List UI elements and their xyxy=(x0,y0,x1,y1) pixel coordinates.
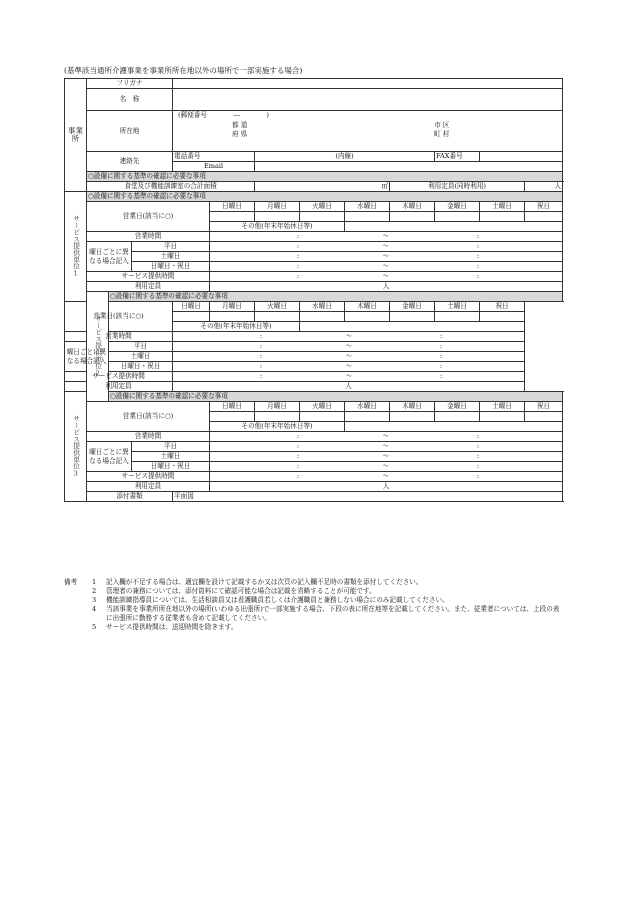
name-field[interactable] xyxy=(173,89,563,111)
unit-2-capacity-field[interactable] xyxy=(173,382,525,392)
time-colon: : xyxy=(259,362,263,371)
unit-3-day-header: 火曜日 xyxy=(300,402,345,412)
fax-label: FAX番号 xyxy=(435,152,480,162)
capacity-unit: 人 xyxy=(382,282,390,291)
city-label: 市 区 町 村 xyxy=(434,121,450,138)
unit-1-capacity-field[interactable] xyxy=(210,282,563,292)
unit-1-weekday-label: 平日 xyxy=(132,242,210,252)
time-colon: : xyxy=(296,232,300,241)
time-colon: : xyxy=(439,372,443,381)
note-number: 4 xyxy=(92,605,97,613)
unit-2-label: サービス提供単位2 xyxy=(87,292,109,402)
unit-2-day-header: 祝日 xyxy=(480,302,525,312)
time-colon: : xyxy=(296,432,300,441)
time-tilde: ～ xyxy=(382,242,390,251)
office-section-label: 事業所 xyxy=(65,79,87,192)
unit-3-hours-field[interactable] xyxy=(210,432,563,442)
unit-1-day-header: 木曜日 xyxy=(390,202,435,212)
unit-2-day-cell[interactable] xyxy=(300,312,345,322)
unit-2-hours-label: 営業時間 xyxy=(65,332,173,342)
name-label: 名 称 xyxy=(87,89,173,111)
unit-1-day-cell[interactable] xyxy=(390,212,435,222)
unit-1-other-field[interactable] xyxy=(345,222,563,232)
email-label: Email xyxy=(173,162,255,172)
note-number: 1 xyxy=(92,578,97,586)
unit-2-other-label: その他(年末年始休日等) xyxy=(173,322,300,332)
time-colon: : xyxy=(439,332,443,341)
time-colon: : xyxy=(439,352,443,361)
unit-1-day-cell[interactable] xyxy=(435,212,480,222)
unit-2-weekday-field[interactable] xyxy=(173,342,525,352)
unit-2-day-cell[interactable] xyxy=(390,312,435,322)
unit-2-saturday-label: 土曜日 xyxy=(109,352,173,362)
unit-3-heading: ○設備に関する基準の確認に必要な事項 xyxy=(109,392,563,402)
unit-1-day-header: 金曜日 xyxy=(435,202,480,212)
time-tilde: ～ xyxy=(382,442,390,451)
time-tilde: ～ xyxy=(382,262,390,271)
unit-3-label: サービス提供単位3 xyxy=(65,392,87,502)
time-colon: : xyxy=(439,362,443,371)
unit-1-sun-holiday-field[interactable] xyxy=(210,262,563,272)
unit-2-day-header: 土曜日 xyxy=(435,302,480,312)
unit-3-sun-holiday-label: 日曜日・祝日 xyxy=(132,462,210,472)
address-label: 所在地 xyxy=(87,111,173,152)
time-colon: : xyxy=(476,262,480,271)
time-colon: : xyxy=(296,242,300,251)
capacity-field[interactable] xyxy=(525,182,563,192)
unit-1-heading: ○設備に関する基準の確認に必要な事項 xyxy=(87,192,563,202)
unit-2-day-cell[interactable] xyxy=(255,312,300,322)
note-text: サービス提供時間は、送迎時間を除きます。 xyxy=(106,623,238,631)
unit-1-saturday-label: 土曜日 xyxy=(132,252,210,262)
time-colon: : xyxy=(476,242,480,251)
unit-3-business-days-label: 営業日(該当に○) xyxy=(87,402,210,432)
note-item xyxy=(64,623,564,632)
unit-1-other-label: その他(年末年始休日等) xyxy=(210,222,345,232)
attachment-value: 平面図 xyxy=(173,492,563,502)
unit-3-capacity-field[interactable] xyxy=(210,482,563,492)
unit-1-day-cell[interactable] xyxy=(345,212,390,222)
unit-3-saturday-label: 土曜日 xyxy=(132,452,210,462)
unit-2-capacity-label: 利用定員 xyxy=(65,382,173,392)
unit-1-day-cell[interactable] xyxy=(480,212,525,222)
unit-3-day-cell[interactable] xyxy=(390,412,435,422)
time-colon: : xyxy=(296,262,300,271)
notes-head: 備考 xyxy=(64,578,78,586)
unit-1-day-header: 祝日 xyxy=(525,202,563,212)
unit-1-day-cell[interactable] xyxy=(255,212,300,222)
time-colon: : xyxy=(476,472,480,481)
unit-3-day-cell[interactable] xyxy=(255,412,300,422)
time-colon: : xyxy=(259,352,263,361)
unit-3-saturday-field[interactable] xyxy=(210,452,563,462)
unit-3-other-label: その他(年末年始休日等) xyxy=(210,422,345,432)
time-tilde: ～ xyxy=(382,252,390,261)
prefecture-label: 都 道 府 県 xyxy=(232,121,248,138)
tel-label: 電話番号 xyxy=(173,152,255,162)
time-colon: : xyxy=(476,442,480,451)
time-colon: : xyxy=(259,342,263,351)
extension-label: (内線) xyxy=(335,152,354,161)
note-item xyxy=(64,578,564,587)
unit-3-capacity-label: 利用定員 xyxy=(87,482,210,492)
time-tilde: ～ xyxy=(382,462,390,471)
time-tilde: ～ xyxy=(382,232,390,241)
unit-1-day-header: 月曜日 xyxy=(255,202,300,212)
time-colon: : xyxy=(296,472,300,481)
address-field[interactable] xyxy=(173,111,563,152)
unit-2-day-header: 木曜日 xyxy=(345,302,390,312)
time-colon: : xyxy=(296,452,300,461)
unit-1-business-days-label: 営業日(該当に○) xyxy=(87,202,210,232)
unit-2-day-cell[interactable] xyxy=(480,312,525,322)
unit-1-weekday-field[interactable] xyxy=(210,242,563,252)
time-tilde: ～ xyxy=(345,362,353,371)
unit-3-day-cell[interactable] xyxy=(300,412,345,422)
time-tilde: ～ xyxy=(382,452,390,461)
unit-2-day-header: 月曜日 xyxy=(210,302,255,312)
note-number: 5 xyxy=(92,623,97,631)
unit-3-weekday-label: 平日 xyxy=(132,442,210,452)
unit-2-day-cell[interactable] xyxy=(435,312,480,322)
unit-3-day-header: 金曜日 xyxy=(435,402,480,412)
application-form-table xyxy=(64,78,563,502)
unit-1-service-hours-label: サービス提供時間 xyxy=(87,272,210,282)
capacity-label: 利用定員(同時利用) xyxy=(390,182,525,192)
tel-field[interactable] xyxy=(255,152,435,162)
unit-2-service-hours-field[interactable] xyxy=(173,372,525,382)
time-colon: : xyxy=(296,272,300,281)
time-colon: : xyxy=(476,232,480,241)
unit-2-day-header: 水曜日 xyxy=(300,302,345,312)
time-colon: : xyxy=(476,432,480,441)
capacity-unit: 人 xyxy=(382,482,390,491)
time-colon: : xyxy=(259,372,263,381)
unit-3-diff-label: 曜日ごとに異なる場合記入 xyxy=(87,442,132,472)
attachment-label: 添付書類 xyxy=(87,492,173,502)
note-text: 管理者の兼務については、添付資料にて確認可能な場合は記載を省略することが可能です。 xyxy=(106,587,376,595)
unit-3-day-header: 日曜日 xyxy=(210,402,255,412)
note-text: 当該事業を事業所所在地以外の場所(いわゆる出張所)で一部実施する場合、下段の表に所在地等を記載してください。また、従業者については、上段の表に出張所に勤務する従業者も含めて記載してください。 xyxy=(106,605,560,622)
note-item xyxy=(64,605,564,623)
unit-2-hours-field[interactable] xyxy=(173,332,525,342)
time-tilde: ～ xyxy=(382,472,390,481)
unit-1-sun-holiday-label: 日曜日・祝日 xyxy=(132,262,210,272)
unit-3-day-header: 月曜日 xyxy=(255,402,300,412)
area-unit: ㎡ xyxy=(381,182,389,191)
unit-1-day-header: 火曜日 xyxy=(300,202,345,212)
unit-2-saturday-field[interactable] xyxy=(173,352,525,362)
time-tilde: ～ xyxy=(345,372,353,381)
time-tilde: ～ xyxy=(382,432,390,441)
unit-3-day-cell[interactable] xyxy=(480,412,525,422)
note-text: 記入欄が不足する場合は、適宜欄を設けて記載するか又は次頁の記入欄不足時の書類を添付してください。 xyxy=(106,578,423,586)
postal-code: (郵便番号 ― ) xyxy=(178,111,269,119)
unit-2-heading: ○設備に関する基準の確認に必要な事項 xyxy=(109,292,563,302)
note-item xyxy=(64,587,564,596)
unit-3-hours-label: 営業時間 xyxy=(87,432,210,442)
time-colon: : xyxy=(296,462,300,471)
unit-3-weekday-field[interactable] xyxy=(210,442,563,452)
unit-2-day-cell[interactable] xyxy=(345,312,390,322)
unit-2-sun-holiday-label: 日曜日・祝日 xyxy=(109,362,173,372)
unit-2-business-days-label: 営業日(該当に○) xyxy=(65,302,173,332)
time-colon: : xyxy=(476,252,480,261)
unit-1-label: サービス提供単位1 xyxy=(65,192,87,302)
unit-2-weekday-label: 平日 xyxy=(109,342,173,352)
time-tilde: ～ xyxy=(345,352,353,361)
unit-1-capacity-label: 利用定員 xyxy=(87,282,210,292)
time-colon: : xyxy=(439,342,443,351)
unit-1-day-header: 日曜日 xyxy=(210,202,255,212)
unit-1-hours-label: 営業時間 xyxy=(87,232,210,242)
furigana-field[interactable] xyxy=(173,79,563,89)
unit-2-other-field[interactable] xyxy=(300,322,525,332)
note-number: 2 xyxy=(92,587,97,595)
unit-2-day-cell[interactable] xyxy=(210,312,255,322)
time-colon: : xyxy=(476,462,480,471)
unit-1-day-cell[interactable] xyxy=(525,212,563,222)
time-colon: : xyxy=(476,452,480,461)
unit-3-service-hours-field[interactable] xyxy=(210,472,563,482)
page-title: (基準該当通所介護事業を事業所所在地以外の場所で一部実施する場合) xyxy=(64,66,303,75)
unit-1-day-header: 土曜日 xyxy=(480,202,525,212)
unit-3-sun-holiday-field[interactable] xyxy=(210,462,563,472)
unit-3-day-header: 水曜日 xyxy=(345,402,390,412)
unit-3-day-header: 木曜日 xyxy=(390,402,435,412)
unit-2-day-header: 日曜日 xyxy=(173,302,210,312)
furigana-label: フリガナ xyxy=(87,79,173,89)
unit-3-day-cell[interactable] xyxy=(525,412,563,422)
unit-1-saturday-field[interactable] xyxy=(210,252,563,262)
note-text: 機能訓練指導員については、生活相談員又は看護職員若しくは介護職員と兼務しない場合にのみ記載してください。 xyxy=(106,596,449,604)
unit-1-day-header: 水曜日 xyxy=(345,202,390,212)
unit-3-day-cell[interactable] xyxy=(210,412,255,422)
unit-2-day-cell[interactable] xyxy=(173,312,210,322)
unit-2-diff-label: 曜日ごとに異なる場合記入 xyxy=(65,342,109,372)
fax-field[interactable] xyxy=(480,152,563,162)
unit-3-day-cell[interactable] xyxy=(435,412,480,422)
unit-2-day-header: 金曜日 xyxy=(390,302,435,312)
area-field[interactable] xyxy=(255,182,390,192)
capacity-unit: 人 xyxy=(345,382,352,391)
capacity-unit: 人 xyxy=(554,182,562,191)
unit-2-day-header: 火曜日 xyxy=(255,302,300,312)
time-tilde: ～ xyxy=(345,342,353,351)
unit-3-day-header: 祝日 xyxy=(525,402,563,412)
unit-3-day-header: 土曜日 xyxy=(480,402,525,412)
notes-section xyxy=(64,578,564,632)
note-number: 3 xyxy=(92,596,97,604)
time-colon: : xyxy=(259,332,263,341)
unit-3-service-hours-label: サービス提供時間 xyxy=(87,472,210,482)
unit-1-service-hours-field[interactable] xyxy=(210,272,563,282)
unit-1-day-cell[interactable] xyxy=(210,212,255,222)
unit-1-diff-label: 曜日ごとに異なる場合記入 xyxy=(87,242,132,272)
unit-1-hours-field[interactable] xyxy=(210,232,563,242)
unit-1-day-cell[interactable] xyxy=(300,212,345,222)
time-tilde: ～ xyxy=(345,332,353,341)
facility-heading: ○設備に関する基準の確認に必要な事項 xyxy=(87,172,563,182)
unit-3-other-field[interactable] xyxy=(345,422,563,432)
contact-label: 連絡先 xyxy=(87,152,173,172)
time-colon: : xyxy=(296,252,300,261)
note-item xyxy=(64,596,564,605)
area-label: 食堂及び機能訓練室の合計面積 xyxy=(87,182,255,192)
email-field[interactable] xyxy=(255,162,563,172)
time-colon: : xyxy=(296,442,300,451)
unit-2-sun-holiday-field[interactable] xyxy=(173,362,525,372)
time-tilde: ～ xyxy=(382,272,390,281)
unit-2-service-hours-label: サービス提供時間 xyxy=(65,372,173,382)
time-colon: : xyxy=(476,272,480,281)
unit-3-day-cell[interactable] xyxy=(345,412,390,422)
